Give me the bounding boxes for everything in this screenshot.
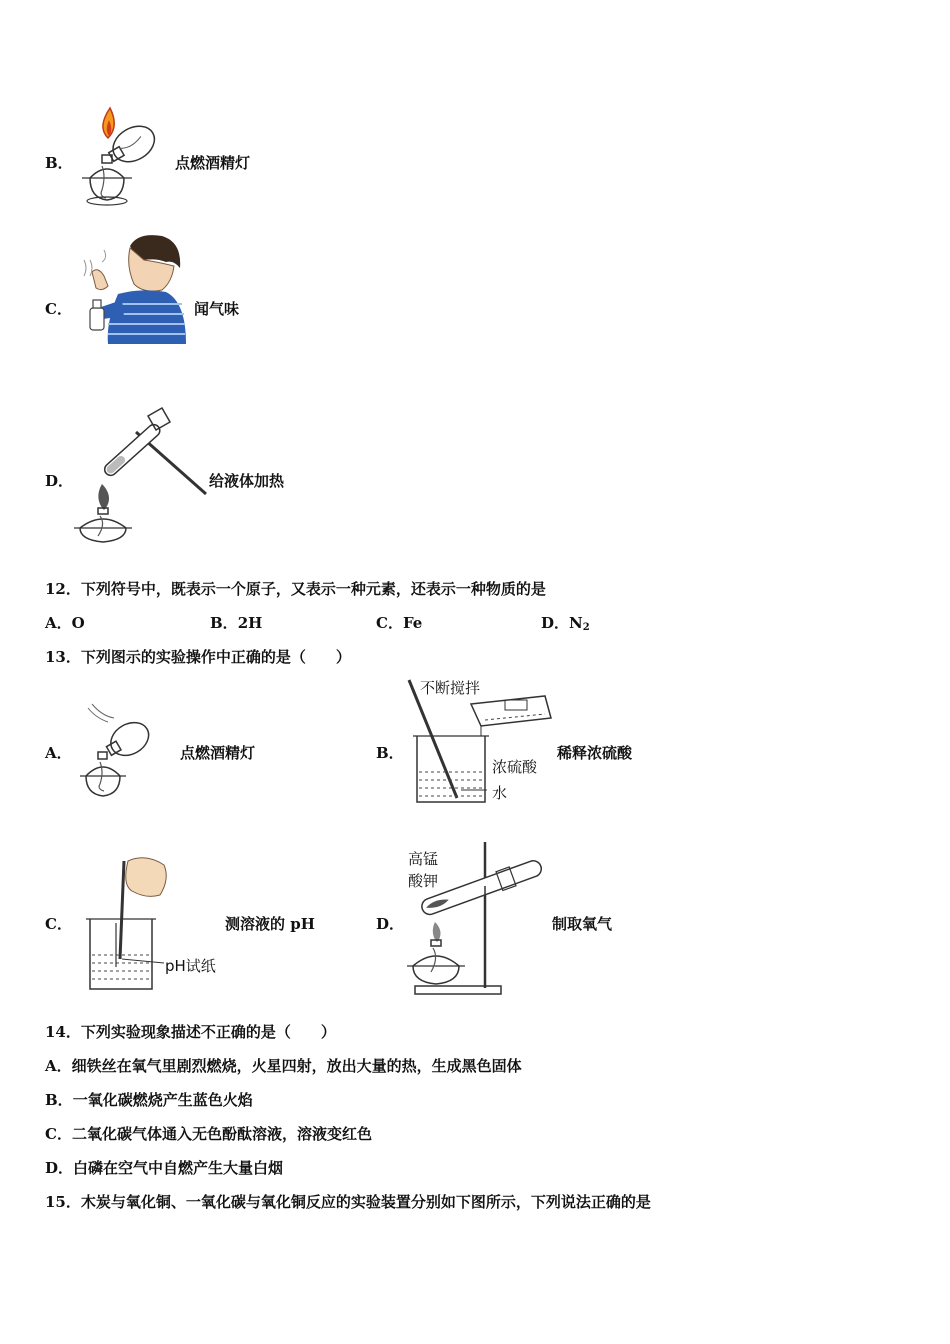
option-text: O xyxy=(71,614,85,632)
option-text: N xyxy=(569,614,583,632)
option-letter: A． xyxy=(45,614,72,632)
option-letter: C． xyxy=(45,915,72,933)
option-letter: B． xyxy=(45,1091,73,1109)
smelling-gas-illustration xyxy=(78,232,193,350)
option-caption: 点燃酒精灯 xyxy=(175,154,251,172)
alcohol-lamp-lighting-illustration xyxy=(72,100,172,210)
question-stem: 14．下列实验现象描述不正确的是（ ） xyxy=(45,1023,336,1041)
option-b xyxy=(210,612,262,633)
option-text: 细铁丝在氧气里剧烈燃烧，火星四射，放出大量的热，生成黑色固体 xyxy=(71,1057,522,1075)
option-letter: A． xyxy=(45,744,72,762)
option-letter: A． xyxy=(45,1057,72,1075)
option-text: 白磷在空气中自燃产生大量白烟 xyxy=(73,1159,284,1177)
option-letter: D． xyxy=(376,915,405,933)
option-d xyxy=(541,612,590,633)
question-stem: 12．下列符号中，既表示一个原子，又表示一种元素，还表示一种物质的是 xyxy=(45,580,546,598)
option-text: 二氧化碳气体通入无色酚酞溶液，溶液变红色 xyxy=(71,1125,372,1143)
option-caption: 给液体加热 xyxy=(209,472,285,490)
option-letter: C． xyxy=(45,300,72,318)
option-letter: D． xyxy=(45,472,74,490)
heating-liquid-illustration xyxy=(70,402,210,544)
option-text: 2H xyxy=(237,614,263,632)
option-letter: B． xyxy=(45,154,73,172)
label-stir: 不断搅拌 xyxy=(420,679,481,697)
option-letter: C． xyxy=(45,1125,72,1143)
subscript: 2 xyxy=(582,622,590,633)
option-d xyxy=(45,1157,283,1178)
option-letter: C． xyxy=(376,614,403,632)
label-ph-paper: pH试纸 xyxy=(165,957,216,975)
option-text: Fe xyxy=(402,614,423,632)
option-c xyxy=(45,1123,372,1144)
question-stem: 15．木炭与氧化铜、一氧化碳与氧化铜反应的实验装置分别如下图所示，下列说法正确的是 xyxy=(45,1193,651,1211)
option-letter: B． xyxy=(210,614,238,632)
option-b xyxy=(45,1089,253,1110)
option-caption: 闻气味 xyxy=(194,300,240,318)
option-letter: D． xyxy=(45,1159,74,1177)
label-kmno4-line2: 酸钾 xyxy=(408,872,439,890)
option-caption: 点燃酒精灯 xyxy=(180,744,256,762)
label-acid: 浓硫酸 xyxy=(492,758,538,776)
option-a xyxy=(45,1055,522,1076)
option-letter: D． xyxy=(541,614,570,632)
option-caption: 稀释浓硫酸 xyxy=(557,744,633,762)
option-text: 一氧化碳燃烧产生蓝色火焰 xyxy=(72,1091,253,1109)
label-kmno4-line1: 高锰 xyxy=(408,850,439,868)
option-a xyxy=(45,612,85,633)
option-letter: B． xyxy=(376,744,404,762)
option-c xyxy=(376,612,422,633)
label-water: 水 xyxy=(492,784,508,802)
alcohol-lamp-lighting-illustration xyxy=(78,700,163,805)
option-caption: 制取氧气 xyxy=(552,915,613,933)
question-stem: 13．下列图示的实验操作中正确的是（ ） xyxy=(45,648,351,666)
option-caption: 测溶液的 pH xyxy=(225,915,315,933)
